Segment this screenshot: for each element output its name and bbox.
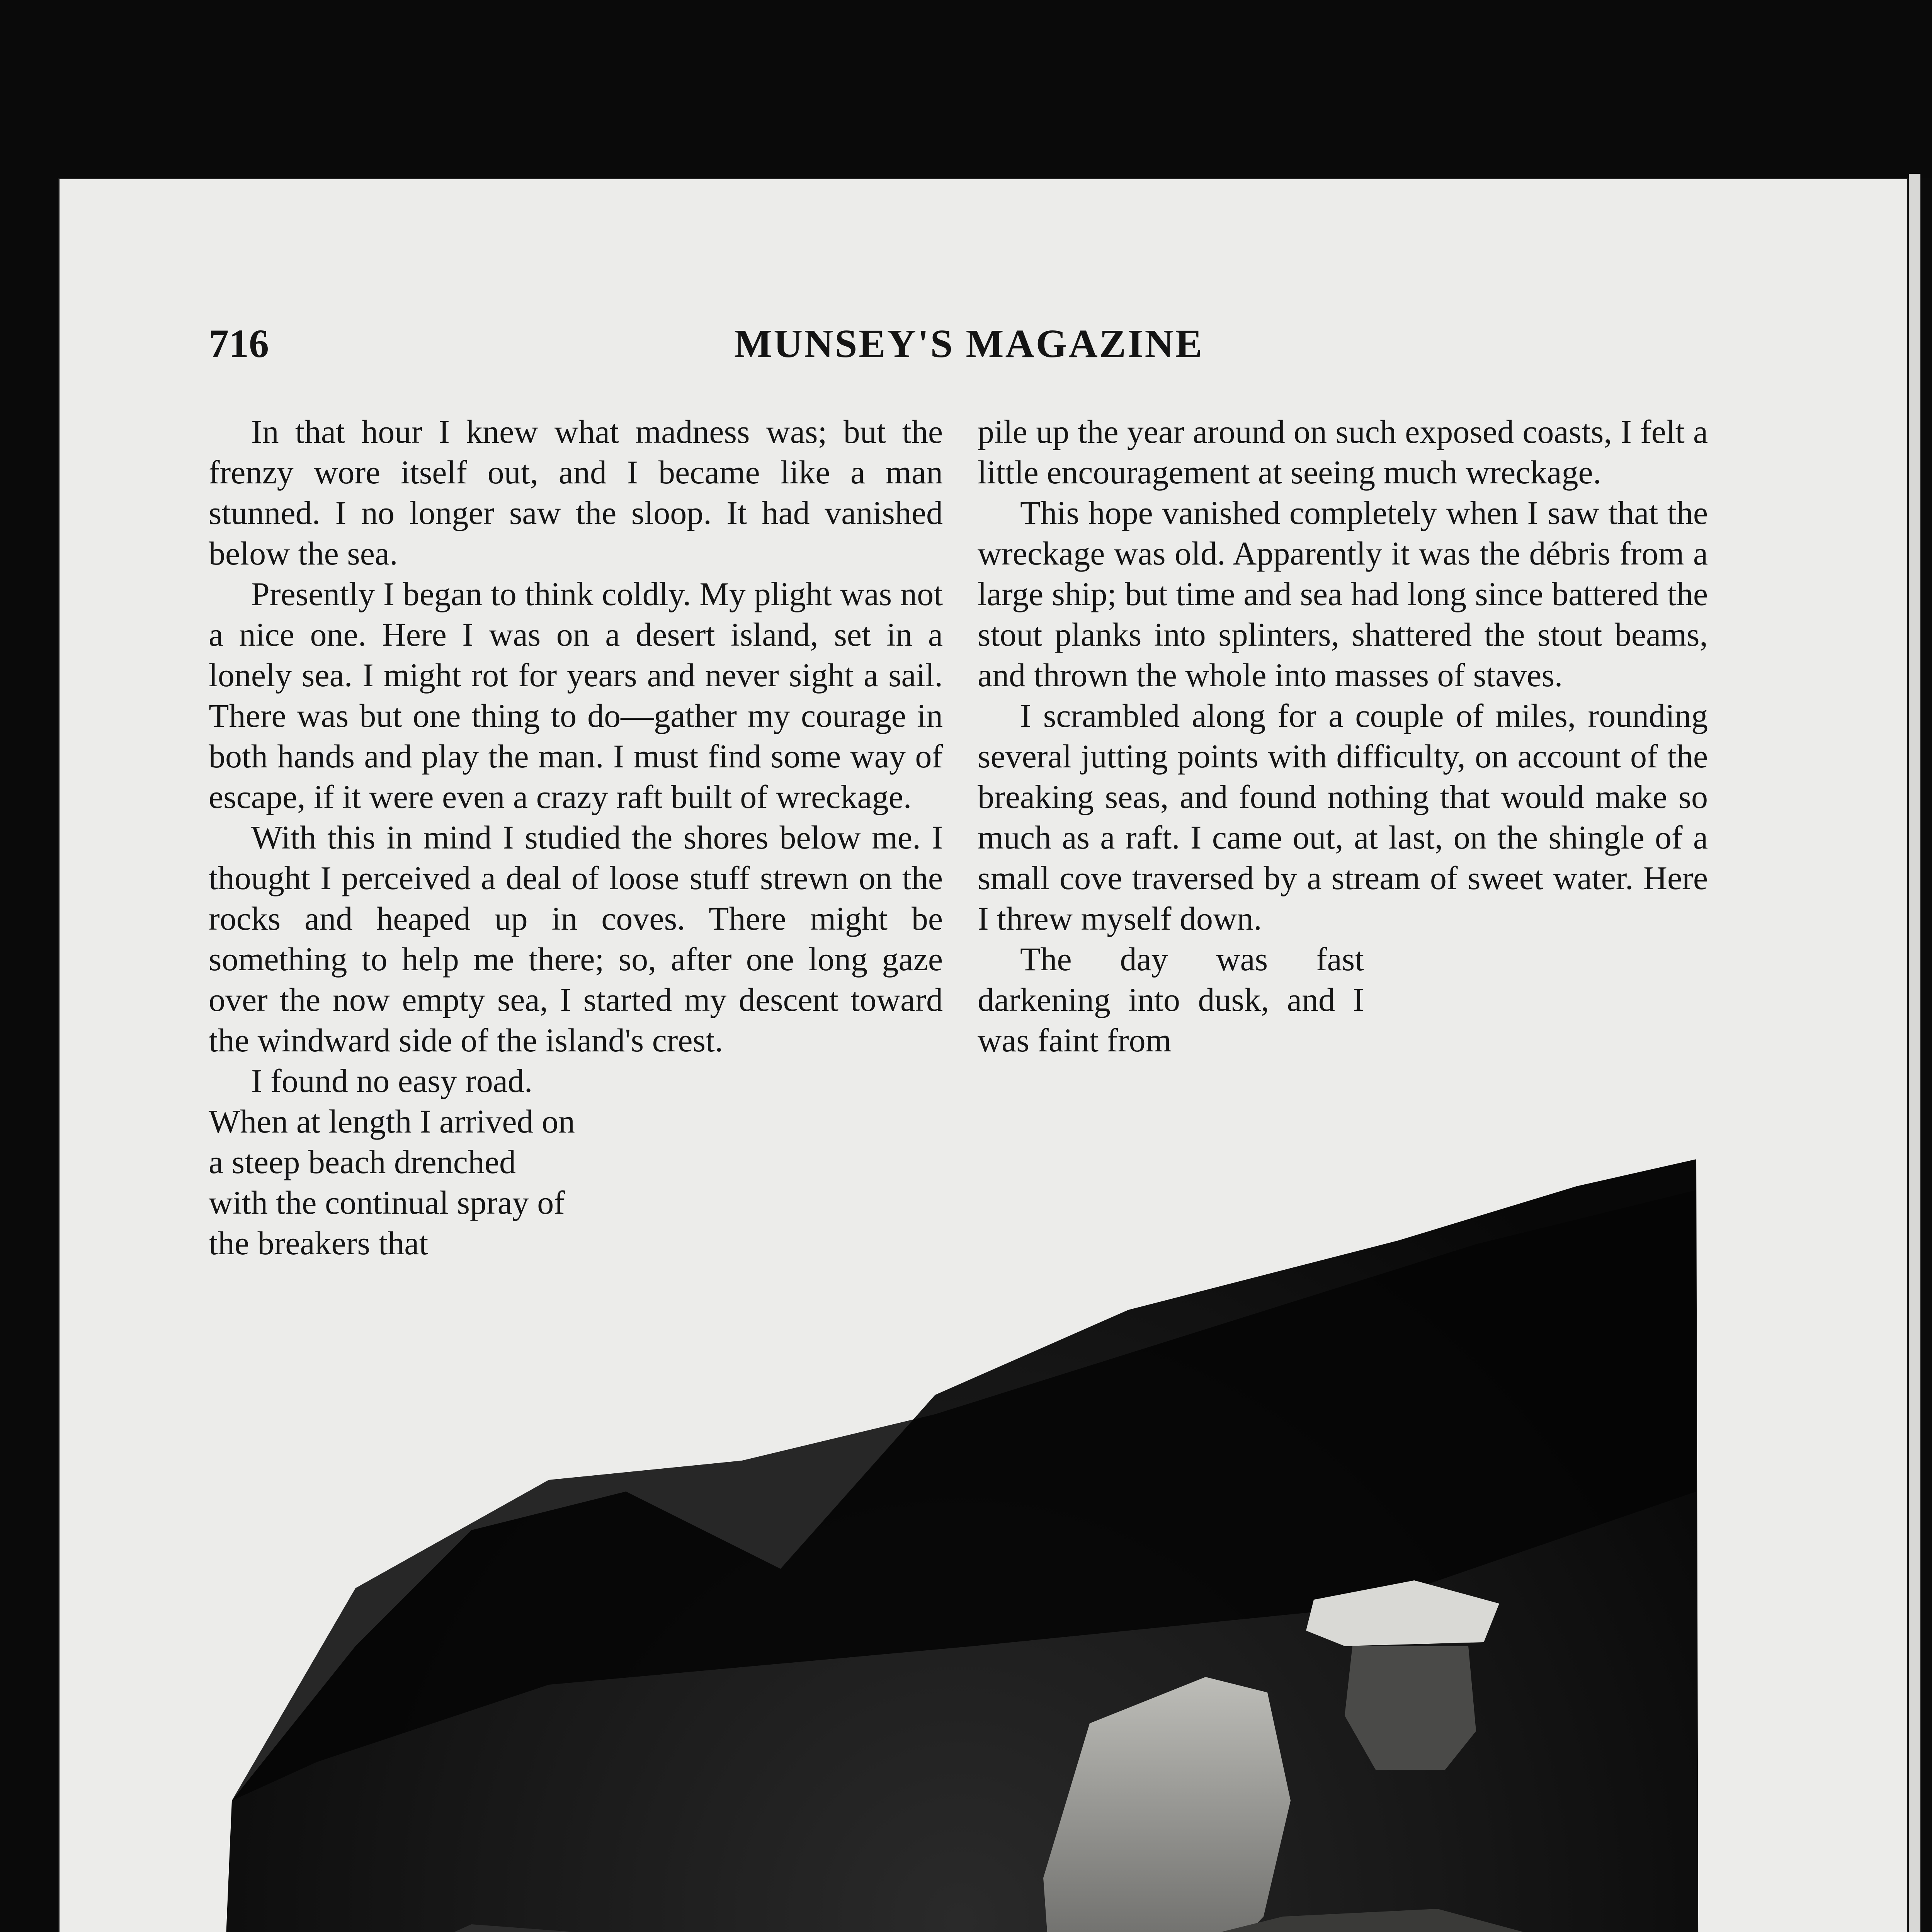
paragraph: I scrambled along for a couple of miles, rounding several jutting points with difficulty, on account of the breaking seas, and found nothing that would make so much as a raft. I came out, at last, on the shingle of a small cove traversed by a stream of sweet water. Here I threw myself down.: [978, 697, 1708, 937]
paragraph: With this in mind I studied the shores below me. I thought I perceived a deal of loose stuff strewn on the rocks and heaped up in coves. There might be something to help me there; so, after one long gaze over the now empty sea, I started my descent toward the windward side of the island's crest.: [209, 819, 943, 1059]
running-head: [209, 321, 1723, 375]
paragraph: In that hour I knew what madness was; but the frenzy wore itself out, and I became like a man stunned. I no longer saw the sloop. It had vanished below the sea.: [209, 413, 943, 572]
page-number: 716: [209, 321, 269, 366]
paragraph: pile up the year around on such exposed coasts, I felt a little encouragement at seeing much wreckage.: [978, 413, 1708, 491]
left-column: [209, 412, 943, 1264]
magazine-title: MUNSEY'S MAGAZINE: [734, 321, 1204, 366]
book-gutter: [1920, 178, 1932, 1932]
right-column: [978, 412, 1708, 1061]
page-edge: [1909, 174, 1920, 1932]
illustration-man-in-boat: [201, 1144, 1700, 1932]
illustration-drawing: [201, 1144, 1700, 1932]
paragraph: This hope vanished completely when I saw that the wreckage was old. Apparently it was the débris from a large ship; but time and sea had long since battered the stout planks into splinters, shattered the stout beams, and thrown the whole into masses of staves.: [978, 494, 1708, 694]
paragraph: The day was fast darkening into dusk, and I was faint from: [978, 940, 1364, 1059]
paragraph: I found no easy road. When at length I arrived on a steep beach drenched with the continual spray of the breakers that: [209, 1062, 575, 1262]
paragraph: Presently I began to think coldly. My plight was not a nice one. Here I was on a desert island, set in a lonely sea. I might rot for years and never sight a sail. There was but one thing to do—gather my courage in both hands and play the man. I must find some way of escape, if it were even a crazy raft built of wreckage.: [209, 575, 943, 815]
